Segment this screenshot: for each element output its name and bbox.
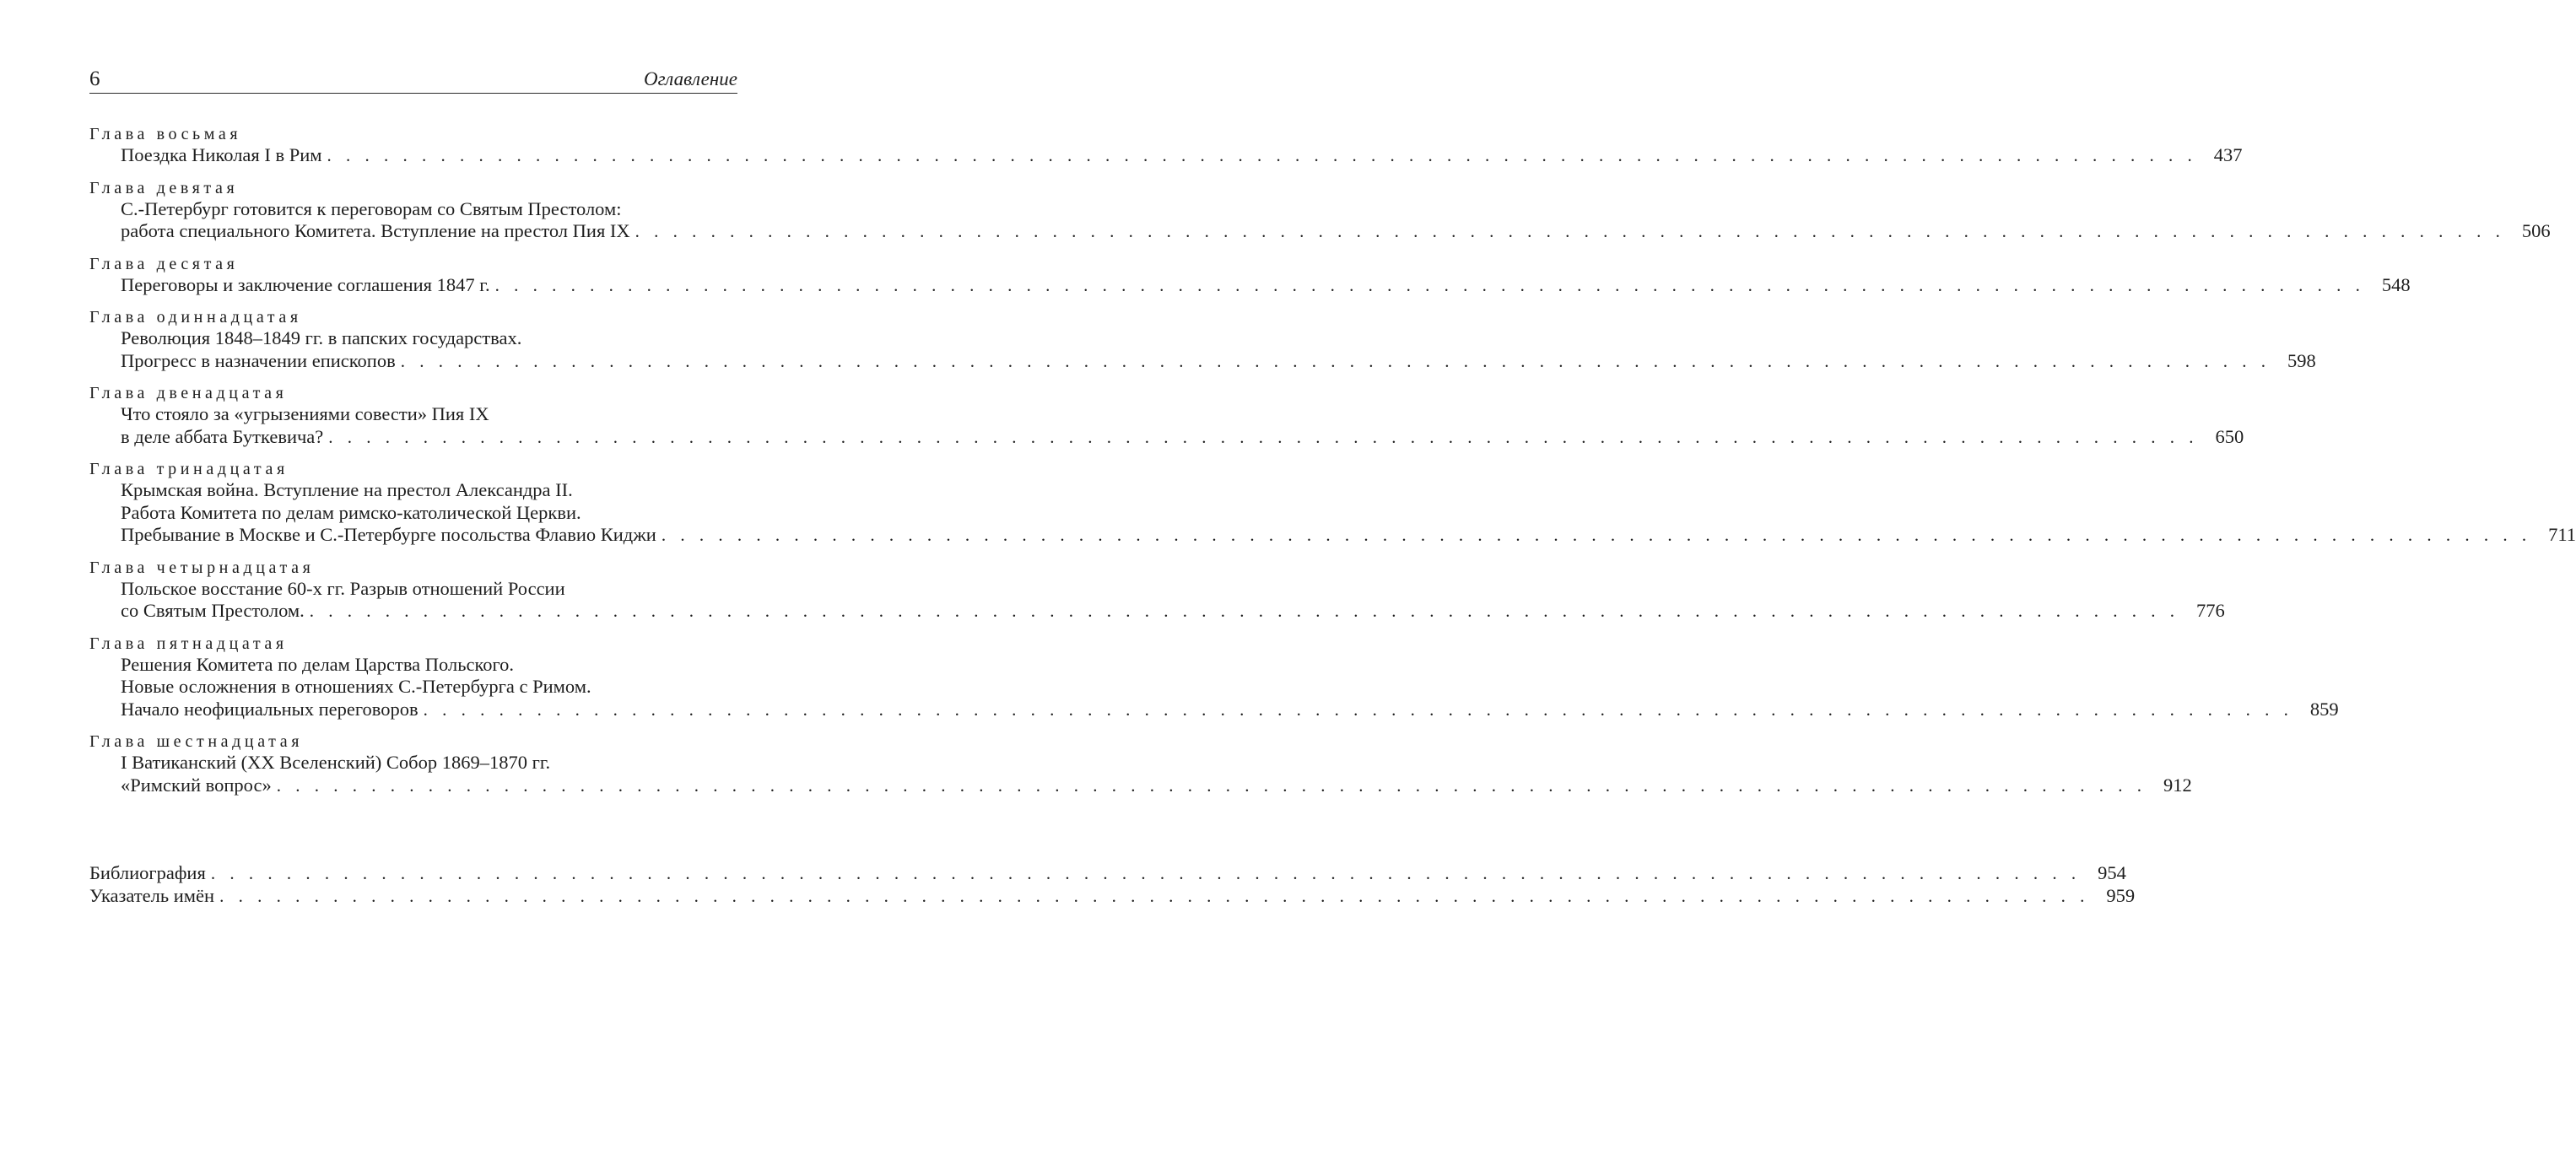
entry-page: 506 xyxy=(2521,220,2551,241)
entry-title: Указатель имён xyxy=(89,885,215,906)
entry-title-line: I Ватиканский (XX Вселенский) Собор 1869–1870 гг. xyxy=(121,752,551,773)
toc-entry[interactable] xyxy=(89,273,2411,297)
toc-entry-name-index[interactable] xyxy=(89,884,2136,907)
entry-title-line: Новые осложнения в отношениях С.-Петербурга с Римом. xyxy=(121,676,591,697)
entry-title-line: С.-Петербург готовится к переговорам со Святым Престолом: xyxy=(121,197,622,219)
entry-page: 859 xyxy=(2309,698,2339,720)
dot-leader: . . . . . . . . . . . . . . . . . . . . . . . . . . . . . . . . . . . . . . . . . . . . . . . . . . . . . . . . . . . . . . . . . . . . . . . . . . . . . . . . . . . . . . . . . . . . . . . . . . . xyxy=(210,862,2082,883)
dot-leader: . . . . . . . . . . . . . . . . . . . . . . . . . . . . . . . . . . . . . . . . . . . . . . . . . . . . . . . . . . . . . . . . . . . . . . . . . . . . . . . . . . . . . . . . . . . . . . . . . . . xyxy=(661,525,2532,545)
entry-title: Прогресс в назначении епископов xyxy=(121,349,396,371)
dot-leader: . . . . . . . . . . . . . . . . . . . . . . . . . . . . . . . . . . . . . . . . . . . . . . . . . . . . . . . . . . . . . . . . . . . . . . . . . . . . . . . . . . . . . . . . . . . . . . . . . . . xyxy=(276,774,2147,796)
entry-page: 711 xyxy=(2548,524,2576,545)
chapter-label: Глава пятнадцатая xyxy=(89,634,288,653)
entry-title-line: Польское восстание 60-х гг. Разрыв отношений России xyxy=(121,577,565,599)
entry-page: 598 xyxy=(2287,349,2316,371)
chapter-label: Глава четырнадцатая xyxy=(89,558,315,577)
entry-title: работа специального Комитета. Вступление на престол Пия IX xyxy=(121,220,630,241)
dot-leader: . . . . . . . . . . . . . . . . . . . . . . . . . . . . . . . . . . . . . . . . . . . . . . . . . . . . . . . . . . . . . . . . . . . . . . . . . . . . . . . . . . . . . . . . . . . . . . . . . . . xyxy=(327,145,2197,165)
entry-title-line: Крымская война. Вступление на престол Александра II. xyxy=(121,479,573,500)
chapter-label: Глава девятая xyxy=(89,178,239,197)
page-header xyxy=(89,67,737,94)
toc-chapter xyxy=(89,178,2551,243)
toc-entry-bibliography[interactable] xyxy=(89,861,2126,884)
chapter-label: Глава двенадцатая xyxy=(89,384,288,402)
toc-chapter xyxy=(89,634,2339,721)
toc-chapter xyxy=(89,383,2244,448)
entry-title-line: Работа Комитета по делам римско-католической Церкви. xyxy=(121,501,581,523)
chapter-label: Глава восьмая xyxy=(89,125,242,143)
toc-entry[interactable] xyxy=(89,220,2551,243)
page-number: 6 xyxy=(89,67,100,90)
toc-entry[interactable] xyxy=(89,349,2316,373)
table-of-contents xyxy=(89,124,2576,807)
dot-leader: . . . . . . . . . . . . . . . . . . . . . . . . . . . . . . . . . . . . . . . . . . . . . . . . . . . . . . . . . . . . . . . . . . . . . . . . . . . . . . . . . . . . . . . . . . . . . . . . . . . xyxy=(494,274,2365,295)
entry-title: Поездка Николая I в Рим xyxy=(121,144,322,165)
entry-title: Пребывание в Москве и С.-Петербурге посольства Флавио Киджи xyxy=(121,524,656,545)
entry-page: 437 xyxy=(2213,144,2243,165)
toc-entry[interactable] xyxy=(89,144,2243,167)
chapter-label: Глава шестнадцатая xyxy=(89,732,304,751)
toc-chapter xyxy=(89,124,2243,167)
toc-entry[interactable] xyxy=(89,774,2192,797)
toc-entry[interactable] xyxy=(89,600,2225,623)
running-title: Оглавление xyxy=(643,68,737,89)
dot-leader: . . . . . . . . . . . . . . . . . . . . . . . . . . . . . . . . . . . . . . . . . . . . . . . . . . . . . . . . . . . . . . . . . . . . . . . . . . . . . . . . . . . . . . . . . . . . . . . . . . . xyxy=(219,885,2090,906)
dot-leader: . . . . . . . . . . . . . . . . . . . . . . . . . . . . . . . . . . . . . . . . . . . . . . . . . . . . . . . . . . . . . . . . . . . . . . . . . . . . . . . . . . . . . . . . . . . . . . . . . . . xyxy=(635,221,2505,241)
toc-chapter xyxy=(89,459,2576,547)
entry-page: 548 xyxy=(2381,273,2411,295)
entry-title-line: Революция 1848–1849 гг. в папских государствах. xyxy=(121,327,522,348)
toc-chapter xyxy=(89,731,2192,796)
entry-page: 650 xyxy=(2215,425,2244,447)
back-matter xyxy=(89,861,2136,907)
toc-chapter xyxy=(89,558,2225,623)
entry-page: 912 xyxy=(2163,774,2192,796)
entry-title: со Святым Престолом. xyxy=(121,600,305,621)
chapter-label: Глава одиннадцатая xyxy=(89,308,302,326)
entry-title: Библиография xyxy=(89,862,206,883)
dot-leader: . . . . . . . . . . . . . . . . . . . . . . . . . . . . . . . . . . . . . . . . . . . . . . . . . . . . . . . . . . . . . . . . . . . . . . . . . . . . . . . . . . . . . . . . . . . . . . . . . . . xyxy=(400,350,2271,371)
entry-page: 954 xyxy=(2098,862,2126,883)
entry-title: в деле аббата Буткевича? xyxy=(121,425,324,447)
toc-chapter xyxy=(89,254,2411,297)
dot-leader: . . . . . . . . . . . . . . . . . . . . . . . . . . . . . . . . . . . . . . . . . . . . . . . . . . . . . . . . . . . . . . . . . . . . . . . . . . . . . . . . . . . . . . . . . . . . . . . . . . . xyxy=(423,699,2293,720)
toc-entry[interactable] xyxy=(89,698,2339,721)
entry-title: Переговоры и заключение соглашения 1847 г. xyxy=(121,273,490,295)
dot-leader: . . . . . . . . . . . . . . . . . . . . . . . . . . . . . . . . . . . . . . . . . . . . . . . . . . . . . . . . . . . . . . . . . . . . . . . . . . . . . . . . . . . . . . . . . . . . . . . . . . . xyxy=(328,426,2199,447)
entry-page: 776 xyxy=(2196,600,2225,621)
toc-entry[interactable] xyxy=(89,524,2576,547)
toc-chapter xyxy=(89,307,2316,372)
toc-entry[interactable] xyxy=(89,425,2244,449)
entry-title: «Римский вопрос» xyxy=(121,774,272,796)
chapter-label: Глава тринадцатая xyxy=(89,460,289,478)
entry-title-line: Что стояло за «угрызениями совести» Пия IX xyxy=(121,403,489,424)
chapter-label: Глава десятая xyxy=(89,254,239,273)
entry-title: Начало неофициальных переговоров xyxy=(121,698,419,720)
entry-title-line: Решения Комитета по делам Царства Польского. xyxy=(121,653,515,675)
entry-page: 959 xyxy=(2106,885,2136,906)
dot-leader: . . . . . . . . . . . . . . . . . . . . . . . . . . . . . . . . . . . . . . . . . . . . . . . . . . . . . . . . . . . . . . . . . . . . . . . . . . . . . . . . . . . . . . . . . . . . . . . . . . . xyxy=(309,601,2180,621)
